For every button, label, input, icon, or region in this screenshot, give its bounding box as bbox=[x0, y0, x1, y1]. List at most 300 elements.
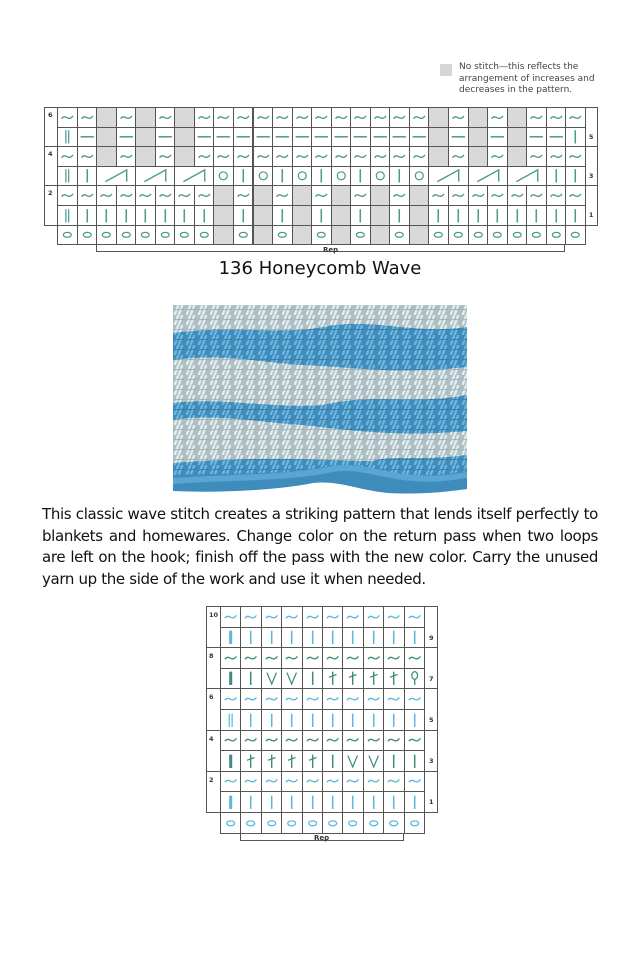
stitch-cell bbox=[253, 107, 274, 128]
increase-cell bbox=[135, 166, 175, 187]
no-stitch-cell bbox=[468, 127, 489, 148]
stitch-cell bbox=[116, 205, 137, 226]
row-number-right: 5 bbox=[429, 716, 434, 724]
stitch-cell bbox=[77, 166, 98, 187]
stitch-cell bbox=[383, 647, 404, 669]
stitch-cell bbox=[261, 647, 282, 669]
stitch-cell bbox=[240, 730, 261, 752]
stitch-cell bbox=[342, 709, 363, 731]
stitch-cell bbox=[468, 205, 489, 226]
no-stitch-cell bbox=[331, 205, 352, 226]
stitch-cell bbox=[220, 750, 241, 772]
stitch-cell bbox=[261, 627, 282, 649]
stitch-cell bbox=[350, 107, 371, 128]
row-number-box bbox=[424, 647, 438, 689]
stitch-cell bbox=[448, 205, 469, 226]
repeat-label: Rep bbox=[314, 833, 330, 842]
row-number-box bbox=[585, 107, 598, 147]
stitch-cell bbox=[302, 647, 323, 669]
stitch-cell bbox=[116, 127, 137, 148]
stitch-cell bbox=[281, 730, 302, 752]
stitch-cell bbox=[240, 791, 261, 813]
row-number-box bbox=[585, 146, 598, 186]
stitch-cell bbox=[77, 107, 98, 128]
stitch-cell bbox=[302, 606, 323, 628]
no-stitch-cell bbox=[292, 185, 313, 206]
stitch-cell bbox=[240, 688, 261, 710]
stitch-cell bbox=[404, 750, 425, 772]
row-number-left: 6 bbox=[209, 693, 214, 702]
stitch-cell bbox=[135, 185, 156, 206]
stitch-cell bbox=[240, 627, 261, 649]
stitch-cell bbox=[383, 627, 404, 649]
stitch-cell bbox=[272, 185, 293, 206]
chain-cell bbox=[261, 812, 282, 834]
stitch-cell bbox=[383, 750, 404, 772]
stitch-cell bbox=[281, 668, 302, 690]
crochet-swatch-image bbox=[173, 305, 467, 495]
stitch-cell bbox=[240, 771, 261, 793]
chain-cell bbox=[311, 225, 332, 246]
stitch-cell bbox=[261, 730, 282, 752]
row-number-box bbox=[424, 606, 438, 648]
stitch-cell bbox=[311, 185, 332, 206]
stitch-cell bbox=[155, 205, 176, 226]
stitch-cell bbox=[350, 146, 371, 167]
stitch-cell bbox=[404, 730, 425, 752]
stitch-cell bbox=[342, 606, 363, 628]
stitch-cell bbox=[77, 185, 98, 206]
stitch-cell bbox=[213, 146, 234, 167]
stitch-cell bbox=[428, 185, 449, 206]
no-stitch-cell bbox=[174, 146, 195, 167]
chain-cell bbox=[468, 225, 489, 246]
row-number-left: 8 bbox=[209, 652, 214, 661]
stitch-cell bbox=[253, 146, 274, 167]
no-stitch-swatch bbox=[440, 64, 452, 76]
stitch-cell bbox=[96, 185, 117, 206]
stitch-cell bbox=[350, 166, 371, 187]
chain-cell bbox=[428, 225, 449, 246]
stitch-cell bbox=[404, 647, 425, 669]
stitch-cell bbox=[526, 205, 547, 226]
stitch-cell bbox=[404, 606, 425, 628]
stitch-cell bbox=[281, 627, 302, 649]
stitch-cell bbox=[261, 750, 282, 772]
stitch-cell bbox=[322, 647, 343, 669]
chain-cell bbox=[220, 812, 241, 834]
stitch-cell bbox=[363, 668, 384, 690]
stitch-cell bbox=[565, 166, 586, 187]
stitch-cell bbox=[331, 146, 352, 167]
stitch-cell bbox=[194, 146, 215, 167]
chain-cell bbox=[383, 812, 404, 834]
increase-cell bbox=[174, 166, 214, 187]
stitch-cell bbox=[292, 107, 313, 128]
stitch-cell bbox=[322, 771, 343, 793]
no-stitch-cell bbox=[96, 127, 117, 148]
stitch-cell bbox=[240, 647, 261, 669]
stitch-cell bbox=[342, 688, 363, 710]
stitch-cell bbox=[302, 627, 323, 649]
chain-cell bbox=[253, 225, 274, 246]
chain-cell bbox=[342, 812, 363, 834]
stitch-cell bbox=[370, 107, 391, 128]
stitch-cell bbox=[363, 771, 384, 793]
row-number-left: 2 bbox=[48, 189, 53, 198]
stitch-cell bbox=[487, 146, 508, 167]
stitch-cell bbox=[370, 166, 391, 187]
stitch-cell bbox=[213, 166, 234, 187]
stitch-cell bbox=[292, 166, 313, 187]
chain-cell bbox=[507, 225, 528, 246]
row-number-left: 6 bbox=[48, 111, 53, 119]
stitch-cell bbox=[546, 146, 567, 167]
row-number-left: 10 bbox=[209, 611, 219, 619]
stitch-cell bbox=[155, 185, 176, 206]
stitch-cell bbox=[57, 166, 78, 187]
stitch-cell bbox=[546, 107, 567, 128]
stitch-cell bbox=[409, 107, 430, 128]
stitch-cell bbox=[194, 185, 215, 206]
stitch-cell bbox=[281, 647, 302, 669]
stitch-cell bbox=[487, 185, 508, 206]
no-stitch-cell bbox=[370, 185, 391, 206]
stitch-cell bbox=[213, 127, 234, 148]
stitch-cell bbox=[546, 127, 567, 148]
stitch-cell bbox=[322, 606, 343, 628]
stitch-cell bbox=[342, 791, 363, 813]
stitch-cell bbox=[565, 127, 586, 148]
stitch-cell bbox=[272, 127, 293, 148]
stitch-cell bbox=[363, 791, 384, 813]
stitch-cell bbox=[404, 771, 425, 793]
stitch-cell bbox=[194, 107, 215, 128]
stitch-cell bbox=[363, 730, 384, 752]
stitch-cell bbox=[350, 127, 371, 148]
stitch-cell bbox=[322, 668, 343, 690]
stitch-cell bbox=[342, 647, 363, 669]
no-stitch-cell bbox=[174, 107, 195, 128]
stitch-cell bbox=[565, 185, 586, 206]
row-number-right: 5 bbox=[588, 132, 594, 141]
stitch-cell bbox=[526, 107, 547, 128]
stitch-cell bbox=[272, 107, 293, 128]
stitch-cell bbox=[96, 205, 117, 226]
stitch-cell bbox=[220, 730, 241, 752]
chain-cell bbox=[135, 225, 156, 246]
stitch-cell bbox=[331, 166, 352, 187]
stitch-cell bbox=[240, 709, 261, 731]
stitch-cell bbox=[383, 771, 404, 793]
stitch-cell bbox=[220, 606, 241, 628]
stitch-cell bbox=[342, 771, 363, 793]
row-number-right: 3 bbox=[588, 171, 594, 180]
no-stitch-cell bbox=[331, 185, 352, 206]
stitch-cell bbox=[261, 771, 282, 793]
stitch-cell bbox=[404, 627, 425, 649]
no-stitch-cell bbox=[174, 127, 195, 148]
stitch-cell bbox=[404, 668, 425, 690]
stitch-cell bbox=[565, 146, 586, 167]
row-number-box bbox=[585, 185, 598, 225]
stitch-cell bbox=[233, 185, 254, 206]
stitch-cell bbox=[428, 205, 449, 226]
stitch-cell bbox=[342, 750, 363, 772]
stitch-cell bbox=[331, 107, 352, 128]
stitch-cell bbox=[213, 107, 234, 128]
stitch-cell bbox=[448, 185, 469, 206]
no-stitch-cell bbox=[468, 146, 489, 167]
stitch-cell bbox=[311, 205, 332, 226]
stitch-cell bbox=[487, 205, 508, 226]
stitch-cell bbox=[342, 627, 363, 649]
stitch-cell bbox=[135, 205, 156, 226]
stitch-cell bbox=[240, 668, 261, 690]
chain-cell bbox=[77, 225, 98, 246]
chain-cell bbox=[409, 225, 430, 246]
stitch-cell bbox=[546, 205, 567, 226]
row-number-left: 4 bbox=[48, 150, 53, 159]
stitch-cell bbox=[383, 791, 404, 813]
stitch-cell bbox=[363, 606, 384, 628]
chain-cell bbox=[363, 812, 384, 834]
stitch-cell bbox=[174, 205, 195, 226]
stitch-cell bbox=[322, 688, 343, 710]
chain-cell bbox=[350, 225, 371, 246]
increase-cell bbox=[96, 166, 136, 187]
stitch-cell bbox=[302, 771, 323, 793]
row-number-right: 1 bbox=[429, 798, 434, 807]
no-stitch-cell bbox=[428, 107, 449, 128]
no-stitch-cell bbox=[253, 205, 274, 226]
no-stitch-cell bbox=[213, 205, 234, 226]
stitch-cell bbox=[322, 709, 343, 731]
increase-cell bbox=[507, 166, 547, 187]
stitch-cell bbox=[363, 627, 384, 649]
stitch-cell bbox=[261, 688, 282, 710]
increase-cell bbox=[468, 166, 508, 187]
chain-cell bbox=[565, 225, 586, 246]
stitch-cell bbox=[57, 146, 78, 167]
stitch-cell bbox=[342, 730, 363, 752]
chain-cell bbox=[233, 225, 254, 246]
stitch-cell bbox=[57, 185, 78, 206]
repeat-label: Rep bbox=[323, 246, 339, 255]
stitch-cell bbox=[116, 185, 137, 206]
stitch-cell bbox=[507, 185, 528, 206]
stitch-cell bbox=[302, 688, 323, 710]
no-stitch-cell bbox=[213, 185, 234, 206]
stitch-cell bbox=[116, 107, 137, 128]
stitch-cell bbox=[261, 668, 282, 690]
stitch-cell bbox=[448, 107, 469, 128]
stitch-cell bbox=[565, 107, 586, 128]
stitch-cell bbox=[174, 185, 195, 206]
stitch-cell bbox=[233, 107, 254, 128]
stitch-cell bbox=[220, 647, 241, 669]
stitch-cell bbox=[57, 127, 78, 148]
stitch-cell bbox=[322, 730, 343, 752]
chain-cell bbox=[322, 812, 343, 834]
no-stitch-cell bbox=[507, 127, 528, 148]
stitch-cell bbox=[526, 146, 547, 167]
stitch-cell bbox=[526, 127, 547, 148]
stitch-cell bbox=[322, 627, 343, 649]
stitch-cell bbox=[370, 146, 391, 167]
chain-cell bbox=[331, 225, 352, 246]
stitch-cell bbox=[389, 205, 410, 226]
stitch-cell bbox=[487, 127, 508, 148]
stitch-cell bbox=[302, 730, 323, 752]
stitch-cell bbox=[383, 730, 404, 752]
stitch-cell bbox=[342, 668, 363, 690]
stitch-cell bbox=[77, 146, 98, 167]
no-stitch-cell bbox=[507, 146, 528, 167]
chain-cell bbox=[272, 225, 293, 246]
stitch-cell bbox=[383, 709, 404, 731]
chain-cell bbox=[155, 225, 176, 246]
stitch-cell bbox=[546, 185, 567, 206]
stitch-cell bbox=[363, 750, 384, 772]
no-stitch-cell bbox=[409, 185, 430, 206]
stitch-cell bbox=[383, 668, 404, 690]
stitch-cell bbox=[220, 688, 241, 710]
stitch-cell bbox=[233, 205, 254, 226]
chain-cell bbox=[448, 225, 469, 246]
no-stitch-cell bbox=[96, 146, 117, 167]
stitch-cell bbox=[194, 127, 215, 148]
stitch-cell bbox=[404, 791, 425, 813]
stitch-cell bbox=[565, 205, 586, 226]
no-stitch-cell bbox=[135, 107, 156, 128]
stitch-cell bbox=[389, 127, 410, 148]
stitch-cell bbox=[240, 750, 261, 772]
stitch-cell bbox=[370, 127, 391, 148]
stitch-cell bbox=[220, 668, 241, 690]
stitch-cell bbox=[322, 750, 343, 772]
stitch-cell bbox=[383, 688, 404, 710]
stitch-cell bbox=[409, 166, 430, 187]
row-number-right: 9 bbox=[429, 633, 434, 642]
stitch-cell bbox=[292, 127, 313, 148]
stitch-cell bbox=[389, 166, 410, 187]
chain-cell bbox=[487, 225, 508, 246]
stitch-cell bbox=[253, 127, 274, 148]
row-number-box bbox=[424, 771, 438, 813]
stitch-cell bbox=[404, 709, 425, 731]
stitch-cell bbox=[155, 146, 176, 167]
no-stitch-cell bbox=[428, 127, 449, 148]
stitch-cell bbox=[281, 709, 302, 731]
stitch-cell bbox=[311, 146, 332, 167]
stitch-cell bbox=[331, 127, 352, 148]
row-number-box bbox=[424, 688, 438, 730]
stitch-cell bbox=[116, 146, 137, 167]
stitch-cell bbox=[57, 107, 78, 128]
stitch-cell bbox=[302, 668, 323, 690]
stitch-cell bbox=[389, 146, 410, 167]
stitch-cell bbox=[507, 205, 528, 226]
chain-cell bbox=[292, 225, 313, 246]
chain-cell bbox=[526, 225, 547, 246]
stitch-cell bbox=[363, 647, 384, 669]
stitch-cell bbox=[253, 166, 274, 187]
stitch-cell bbox=[281, 688, 302, 710]
stitch-cell bbox=[363, 709, 384, 731]
stitch-cell bbox=[281, 791, 302, 813]
stitch-cell bbox=[292, 146, 313, 167]
stitch-cell bbox=[409, 127, 430, 148]
stitch-cell bbox=[311, 107, 332, 128]
stitch-cell bbox=[272, 166, 293, 187]
stitch-cell bbox=[57, 205, 78, 226]
stitch-cell bbox=[281, 750, 302, 772]
stitch-cell bbox=[77, 127, 98, 148]
stitch-cell bbox=[311, 166, 332, 187]
chain-cell bbox=[116, 225, 137, 246]
stitch-cell bbox=[77, 205, 98, 226]
no-stitch-cell bbox=[468, 107, 489, 128]
chain-cell bbox=[546, 225, 567, 246]
row-number-left: 2 bbox=[209, 775, 214, 784]
stitch-cell bbox=[220, 771, 241, 793]
stitch-cell bbox=[389, 107, 410, 128]
no-stitch-cell bbox=[507, 107, 528, 128]
no-stitch-cell bbox=[370, 205, 391, 226]
pattern-description: This classic wave stitch creates a striking pattern that lends itself perfectly to blankets and homewares. Change color on the return pass when two loops are left on the hook; finish off the pass with the new color. Carry the unused yarn up the side of the work and use it when needed. bbox=[42, 505, 598, 588]
no-stitch-cell bbox=[409, 205, 430, 226]
chain-cell bbox=[96, 225, 117, 246]
stitch-cell bbox=[487, 107, 508, 128]
chain-cell bbox=[389, 225, 410, 246]
no-stitch-cell bbox=[135, 146, 156, 167]
stitch-cell bbox=[155, 127, 176, 148]
stitch-cell bbox=[526, 185, 547, 206]
row-number-box bbox=[424, 730, 438, 772]
chain-cell bbox=[240, 812, 261, 834]
stitch-cell bbox=[240, 606, 261, 628]
row-number-right: 7 bbox=[429, 674, 434, 683]
stitch-cell bbox=[194, 205, 215, 226]
stitch-cell bbox=[302, 709, 323, 731]
stitch-cell bbox=[233, 127, 254, 148]
stitch-cell bbox=[220, 709, 241, 731]
increase-cell bbox=[428, 166, 468, 187]
stitch-cell bbox=[220, 791, 241, 813]
stitch-cell bbox=[261, 709, 282, 731]
row-number-right: 3 bbox=[429, 757, 434, 766]
no-stitch-cell bbox=[253, 185, 274, 206]
no-stitch-cell bbox=[135, 127, 156, 148]
stitch-cell bbox=[404, 688, 425, 710]
stitch-cell bbox=[302, 791, 323, 813]
row-number-left: 4 bbox=[209, 734, 214, 743]
chain-cell bbox=[404, 812, 425, 834]
chain-cell bbox=[213, 225, 234, 246]
stitch-cell bbox=[311, 127, 332, 148]
pattern-title: 136 Honeycomb Wave bbox=[218, 258, 422, 279]
stitch-cell bbox=[546, 166, 567, 187]
no-stitch-cell bbox=[292, 205, 313, 226]
stitch-cell bbox=[261, 606, 282, 628]
stitch-cell bbox=[272, 205, 293, 226]
stitch-cell bbox=[302, 750, 323, 772]
chain-cell bbox=[194, 225, 215, 246]
stitch-cell bbox=[448, 146, 469, 167]
legend-text: No stitch—this reflects the arrangement of increases and decreases in the pattern. bbox=[459, 62, 595, 95]
chain-cell bbox=[57, 225, 78, 246]
